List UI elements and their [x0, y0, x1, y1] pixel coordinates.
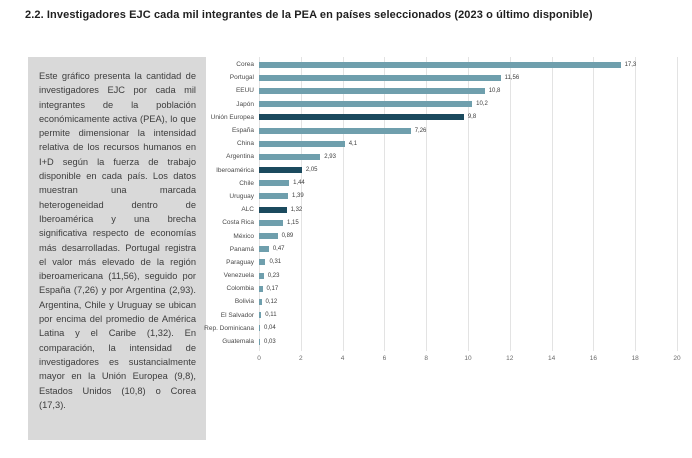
bar-value-label: 9,8 — [467, 114, 477, 121]
bar — [259, 141, 345, 147]
bar-value-label: 7,26 — [414, 127, 427, 134]
bar-value-label: 0,89 — [281, 233, 294, 240]
bar — [259, 88, 485, 94]
sidebar-commentary-text: Este gráfico presenta la cantidad de investigadores EJC por cada mil integrantes de la población económicamente activa (PEA), lo que permite dimensionar la intensidad relativa de los recursos humanos en I+D según la fuerza de trabajo disponible en cada país. Los datos muestran una marcada heterogeneidad dentro de Iberoamérica y una brecha significativa respecto de economías más desarrolladas. Portugal registra el valor más elevado de la región iberoamericana (11,56), seguido por España (7,26) y por Argentina (2,93). Argentina, Chile y Uruguay se ubican por encima del promedio de América Latina y el Caribe (1,32). En comparación, la intensidad de investigadores es sustancialmente mayor en la Unión Europea (9,8), Estados Unidos (10,8) o Corea (17,3). — [39, 71, 196, 410]
bar-value-label: 0,23 — [267, 272, 280, 279]
bar-row — [169, 295, 689, 308]
bar-value-label: 0,03 — [264, 338, 276, 345]
bar — [259, 339, 260, 345]
bar-track — [259, 207, 689, 213]
bar-value-label: 0,47 — [272, 246, 285, 253]
x-tick-label: 20 — [673, 355, 681, 362]
bar-value-label: 0,31 — [269, 259, 282, 266]
bar-track — [259, 220, 689, 226]
bar-row — [169, 216, 689, 229]
bar-row — [169, 58, 689, 71]
bar-category-label: China — [237, 140, 254, 148]
x-tick-label: 16 — [589, 355, 598, 362]
x-tick-label: 18 — [631, 355, 639, 362]
bar-value-label: 1,44 — [293, 180, 305, 187]
x-tick-label: 6 — [382, 355, 387, 362]
bar — [259, 246, 269, 252]
bar-track — [259, 312, 689, 318]
bar-row — [169, 269, 689, 282]
x-tick-label: 10 — [464, 355, 472, 362]
x-tick-label: 8 — [424, 355, 428, 362]
bar-category-label: ALC — [241, 206, 254, 214]
bar-category-label: Panamá — [229, 245, 254, 253]
bar-row — [169, 243, 689, 256]
bar-category-label: Rep. Dominicana — [204, 324, 254, 332]
bar-row — [169, 111, 689, 124]
bar-value-label: 0,12 — [265, 298, 278, 305]
bar-category-label: Colombia — [226, 285, 254, 293]
bar-chart — [169, 57, 689, 367]
bar-row — [169, 335, 689, 348]
bar-value-label: 0,11 — [265, 312, 277, 319]
bar-row — [169, 309, 689, 322]
x-tick-label: 14 — [547, 355, 556, 362]
bar-value-label: 0,17 — [266, 285, 279, 292]
bar-track — [259, 141, 689, 147]
bar — [259, 233, 278, 239]
bar-track — [259, 325, 689, 331]
bar — [259, 75, 501, 81]
bar-rows — [169, 58, 689, 348]
bar — [259, 154, 320, 160]
bar-value-label: 0,04 — [264, 325, 276, 332]
x-tick-label: 4 — [340, 355, 345, 362]
bar-value-label: 4,1 — [348, 140, 358, 147]
bar-track — [259, 128, 689, 134]
bar — [259, 259, 265, 265]
x-axis-tick-labels — [257, 355, 681, 365]
bar-row — [169, 98, 689, 111]
bar-row — [169, 256, 689, 269]
bar-track — [259, 180, 689, 186]
bar-value-label: 10,8 — [488, 87, 501, 94]
bar-row — [169, 177, 689, 190]
bar-row — [169, 282, 689, 295]
bar-row — [169, 150, 689, 163]
bar-row — [169, 137, 689, 150]
bar-track — [259, 339, 689, 345]
bar-category-label: Bolivia — [234, 298, 254, 306]
bar-value-label: 1,39 — [292, 193, 304, 200]
bar — [259, 273, 264, 279]
bar — [259, 312, 261, 318]
bar — [259, 220, 283, 226]
bar — [259, 62, 621, 68]
bar — [259, 207, 287, 213]
bar-track — [259, 167, 689, 173]
bar-track — [259, 259, 689, 265]
x-tick-label: 12 — [506, 355, 514, 362]
bar-category-label: Costa Rica — [222, 219, 254, 227]
x-tick-label: 0 — [257, 355, 261, 362]
bar — [259, 193, 288, 199]
bar-category-label: Portugal — [229, 74, 254, 82]
bar-category-label: Paraguay — [226, 258, 254, 266]
bar — [259, 128, 411, 134]
bar-category-label: El Salvador — [220, 311, 254, 319]
bar-row — [169, 322, 689, 335]
bar-row — [169, 124, 689, 137]
bar-category-label: Corea — [236, 61, 254, 69]
bar-category-label: Guatemala — [222, 338, 254, 346]
bar-category-label: Unión Europea — [210, 113, 254, 121]
bar — [259, 114, 464, 120]
bar-track — [259, 75, 689, 81]
bar-value-label: 1,15 — [287, 219, 299, 226]
bar-row — [169, 71, 689, 84]
bar-value-label: 11,56 — [504, 74, 520, 81]
bar-row — [169, 229, 689, 242]
bar — [259, 286, 263, 292]
bar-track — [259, 88, 689, 94]
bar-track — [259, 114, 689, 120]
bar-category-label: EEUU — [235, 87, 254, 95]
bar-track — [259, 101, 689, 107]
bar-track — [259, 193, 689, 199]
bar — [259, 325, 260, 331]
page-title: 2.2. Investigadores EJC cada mil integrantes de la PEA en países seleccionados (2023 o último disponible) — [25, 9, 593, 21]
bar-value-label: 1,32 — [290, 206, 303, 213]
bar-track — [259, 299, 689, 305]
bar-category-label: Iberoamérica — [216, 166, 254, 174]
bar-row — [169, 84, 689, 97]
bar — [259, 167, 302, 173]
bar-track — [259, 273, 689, 279]
bar-track — [259, 62, 689, 68]
bar-category-label: Japón — [236, 100, 254, 108]
bar-row — [169, 190, 689, 203]
bar-category-label: España — [231, 127, 254, 135]
bar-row — [169, 164, 689, 177]
bar-category-label: Uruguay — [229, 192, 254, 200]
bar-value-label: 2,93 — [324, 153, 336, 160]
bar-track — [259, 246, 689, 252]
bar — [259, 299, 262, 305]
bar-category-label: Venezuela — [223, 272, 254, 280]
bar-row — [169, 203, 689, 216]
bar-track — [259, 154, 689, 160]
bar-track — [259, 286, 689, 292]
bar-category-label: México — [233, 232, 254, 240]
bar — [259, 101, 472, 107]
bar-category-label: Argentina — [226, 153, 254, 161]
bar-value-label: 17,3 — [624, 61, 637, 68]
bar-track — [259, 233, 689, 239]
bar-category-label: Chile — [239, 179, 254, 187]
bar — [259, 180, 289, 186]
x-tick-label: 2 — [298, 355, 303, 362]
bar-value-label: 10,2 — [476, 101, 488, 108]
bar-value-label: 2,05 — [305, 167, 318, 174]
